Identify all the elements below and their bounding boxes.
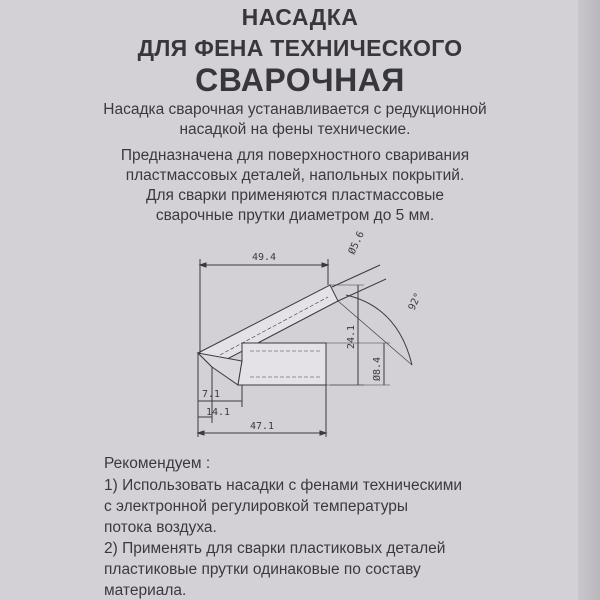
dim-angle: 92° (406, 291, 425, 313)
dim-height: 24.1 (346, 324, 357, 349)
description-paragraph-1 (0, 100, 590, 140)
recommendation-line: потока воздуха. (104, 519, 217, 536)
dim-bottom-length: 47.1 (249, 421, 275, 432)
nozzle-tip (198, 353, 242, 385)
recommendation-item-2 (104, 538, 445, 600)
technical-drawing (150, 225, 450, 450)
description-line: Предназначена для поверхностного сваривания (120, 147, 470, 164)
dim-tip-a: 7.1 (202, 389, 221, 400)
nozzle-body (238, 343, 326, 385)
title-line-1: НАСАДКА (241, 4, 359, 30)
recommendation-line: 2) Применять для сварки пластиковых деталей (104, 540, 446, 557)
recommendation-item-1 (104, 475, 462, 538)
description-paragraph-2 (0, 146, 590, 186)
dim-diameter-large: Ø8.4 (372, 356, 383, 381)
description-line: сварочные прутки диаметром до 5 мм. (155, 207, 435, 224)
recommendation-line: пластиковые прутки одинаковые по составу (104, 561, 421, 578)
description-line: Насадка сварочная устанавливается с редукционной (103, 101, 487, 118)
dim-diameter-small: Ø5.6 (346, 229, 367, 257)
description-paragraph-3 (0, 186, 590, 226)
description-line: Для сварки применяются пластмассовые (145, 187, 445, 204)
description-line: пластмассовых деталей, напольных покрытий. (125, 167, 465, 184)
dim-tip-b: 14.1 (206, 407, 231, 418)
recommendation-line: материала. (104, 582, 187, 599)
recommendations-heading: Рекомендуем : (104, 455, 211, 472)
recommendation-line: 1) Использовать насадки с фенами техническими (104, 477, 463, 494)
recommendation-line: с электронной регулировкой температуры (104, 498, 409, 515)
dim-top-length: 49.4 (251, 252, 277, 263)
title-line-2: ДЛЯ ФЕНА ТЕХНИЧЕСКОГО (137, 35, 463, 61)
title-line-3: СВАРОЧНАЯ (195, 62, 405, 98)
description-line: насадкой на фены технические. (179, 121, 411, 138)
